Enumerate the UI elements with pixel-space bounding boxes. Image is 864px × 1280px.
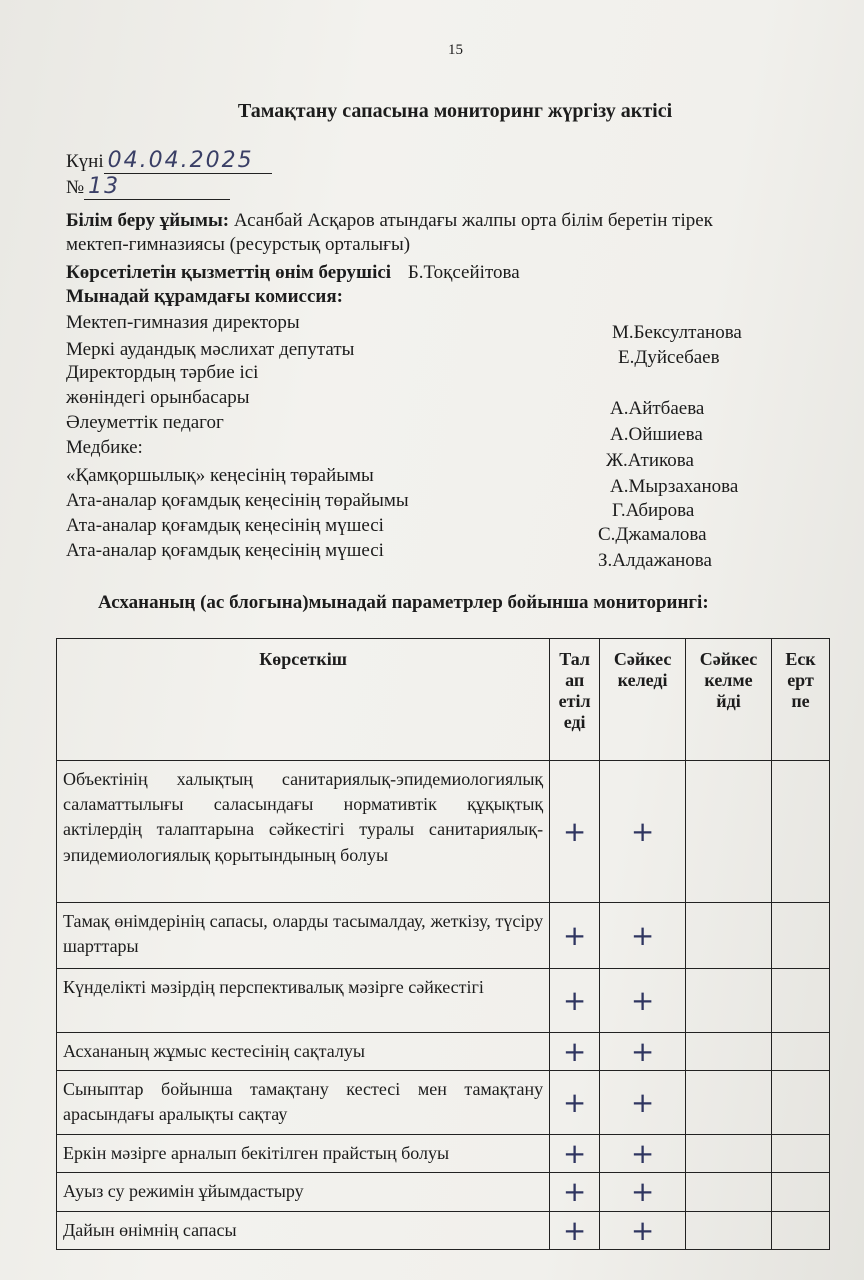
monitoring-table — [56, 638, 830, 1250]
noncompliant-mark — [686, 903, 772, 969]
header-required: Тал ап етіл еді — [550, 639, 600, 761]
note-mark — [772, 1173, 830, 1211]
header-compliant: Сәйкес келеді — [600, 639, 686, 761]
note-mark — [772, 1211, 830, 1249]
table-row — [57, 1173, 830, 1211]
commission-name: С.Джамалова — [598, 524, 707, 545]
number-value: 13 — [84, 174, 230, 200]
commission-role: Медбике: — [66, 437, 143, 458]
date-line — [66, 148, 272, 174]
noncompliant-mark — [686, 1135, 772, 1173]
header-note: Еск ерт пе — [772, 639, 830, 761]
commission-name: Е.Дуйсебаев — [618, 347, 720, 368]
table-header-row — [57, 639, 830, 761]
noncompliant-mark — [686, 969, 772, 1033]
document-title: Тамақтану сапасына мониторинг жүргізу актісі — [237, 100, 673, 122]
required-mark: + — [550, 1135, 600, 1173]
note-mark — [772, 761, 830, 903]
indicator-cell: Асхананың жұмыс кестесінің сақталуы — [57, 1033, 550, 1071]
indicator-cell: Сыныптар бойынша тамақтану кестесі мен тамақтану арасындағы аралықты сақтау — [57, 1071, 550, 1135]
commission-role: Мектеп-гимназия директоры — [66, 312, 300, 333]
number-label: № — [66, 177, 85, 198]
required-mark: + — [550, 1173, 600, 1211]
commission-name: А.Ойшиева — [610, 424, 703, 445]
commission-name: М.Бексултанова — [612, 322, 742, 343]
note-mark — [772, 969, 830, 1033]
commission-role: Меркі аудандық мәслихат депутаты — [66, 339, 355, 360]
commission-role: жөніндегі орынбасары — [66, 387, 250, 408]
number-line — [66, 174, 230, 200]
noncompliant-mark — [686, 1071, 772, 1135]
header-indicator: Көрсеткіш — [57, 639, 550, 761]
commission-role: Ата-аналар қоғамдық кеңесінің мүшесі — [66, 515, 384, 536]
note-mark — [772, 1033, 830, 1071]
commission-role: Ата-аналар қоғамдық кеңесінің мүшесі — [66, 540, 384, 561]
organization-name-1: Асанбай Асқаров атындағы жалпы орта білім беретін тірек — [233, 210, 713, 231]
table-row — [57, 1211, 830, 1249]
noncompliant-mark — [686, 1211, 772, 1249]
commission-role: Әлеуметтік педагог — [66, 412, 224, 433]
required-mark: + — [550, 1071, 600, 1135]
required-mark: + — [550, 969, 600, 1033]
note-mark — [772, 1071, 830, 1135]
noncompliant-mark — [686, 761, 772, 903]
organization-label: Білім беру ұйымы: — [66, 210, 230, 231]
organization-name-2: мектеп-гимназиясы (ресурстық орталығы) — [66, 234, 411, 255]
table-row — [57, 1033, 830, 1071]
required-mark: + — [550, 1211, 600, 1249]
compliant-mark: + — [600, 1211, 686, 1249]
commission-name: Г.Абирова — [612, 500, 695, 521]
required-mark: + — [550, 1033, 600, 1071]
compliant-mark: + — [600, 903, 686, 969]
indicator-cell: Объектінің халықтың санитариялық-эпидемиологиялық саламаттылығы саласындағы нормативтік құқықтық актілердің талаптарына сәйкестігі туралы санитариялық-эпидемиологиялық қорытындының болуы — [57, 761, 550, 903]
commission-role: «Қамқоршылық» кеңесінің төрайымы — [66, 465, 374, 486]
note-mark — [772, 903, 830, 969]
commission-name: А.Айтбаева — [610, 398, 705, 419]
compliant-mark: + — [600, 1033, 686, 1071]
section-title: Асхананың (ас блогына)мынадай параметрлер бойынша мониторингі: — [98, 592, 709, 613]
noncompliant-mark — [686, 1173, 772, 1211]
table-row — [57, 903, 830, 969]
provider-label: Көрсетілетін қызметтің өнім берушісі — [66, 262, 392, 283]
compliant-mark: + — [600, 761, 686, 903]
compliant-mark: + — [600, 1071, 686, 1135]
commission-name: А.Мырзаханова — [610, 476, 739, 497]
indicator-cell: Дайын өнімнің сапасы — [57, 1211, 550, 1249]
provider-line — [66, 262, 520, 284]
indicator-cell: Тамақ өнімдерінің сапасы, оларды тасымалдау, жеткізу, түсіру шарттары — [57, 903, 550, 969]
indicator-cell: Күнделікті мәзірдің перспективалық мәзірге сәйкестігі — [57, 969, 550, 1033]
page-number: 15 — [448, 42, 463, 58]
table-row — [57, 969, 830, 1033]
noncompliant-mark — [686, 1033, 772, 1071]
note-mark — [772, 1135, 830, 1173]
compliant-mark: + — [600, 1135, 686, 1173]
required-mark: + — [550, 903, 600, 969]
commission-role: Ата-аналар қоғамдық кеңесінің төрайымы — [66, 490, 409, 511]
required-mark: + — [550, 761, 600, 903]
indicator-cell: Ауыз су режимін ұйымдастыру — [57, 1173, 550, 1211]
compliant-mark: + — [600, 969, 686, 1033]
table-row — [57, 1071, 830, 1135]
commission-name: Ж.Атикова — [606, 450, 694, 471]
provider-name: Б.Тоқсейітова — [407, 262, 520, 283]
date-value: 04.04.2025 — [104, 148, 272, 174]
commission-name: З.Алдажанова — [598, 550, 712, 571]
organization-line — [66, 210, 713, 232]
table-row — [57, 1135, 830, 1173]
header-noncompliant: Сәйкес келме йді — [686, 639, 772, 761]
indicator-cell: Еркін мәзірге арналып бекітілген прайстың болуы — [57, 1135, 550, 1173]
commission-label: Мынадай құрамдағы комиссия: — [66, 286, 343, 307]
table-row — [57, 761, 830, 903]
commission-role: Директордың тәрбие ісі — [66, 362, 259, 383]
date-label: Күні — [66, 151, 104, 172]
compliant-mark: + — [600, 1173, 686, 1211]
